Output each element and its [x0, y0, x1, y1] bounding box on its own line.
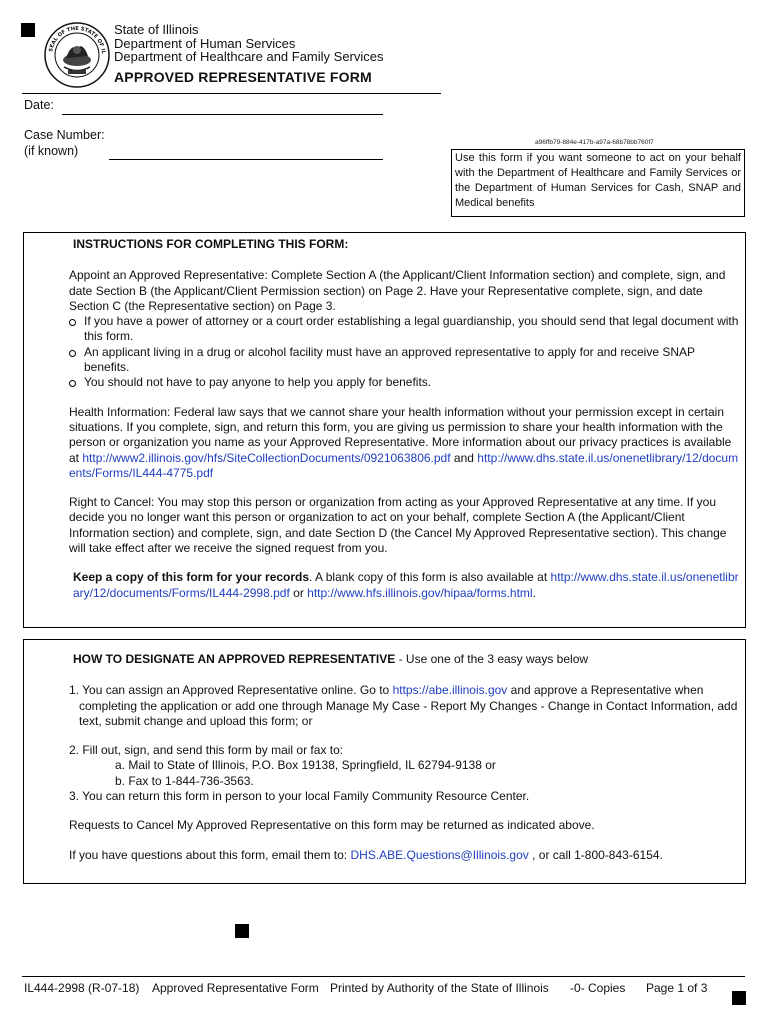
item1-pre: 1. You can assign an Approved Representative online. Go to: [69, 683, 390, 698]
health-and: and: [453, 450, 474, 465]
footer-divider: [22, 976, 745, 977]
designate-heading-suffix: - Use one of the 3 easy ways below: [395, 652, 589, 666]
designate-box: [23, 639, 746, 884]
health-info-paragraph: [69, 405, 741, 481]
instructions-box: [23, 232, 746, 628]
keep-copy-text: . A blank copy of this form is also available at: [309, 570, 548, 585]
case-number-sublabel: (if known): [24, 144, 79, 158]
bullet-text: An applicant living in a drug or alcohol facility must have an approved representative to apply for and receive SNAP benefits.: [84, 344, 695, 375]
bullet-item: [69, 375, 741, 390]
questions-pre: If you have questions about this form, email them to:: [69, 847, 348, 862]
footer-form-id: IL444-2998 (R-07-18): [24, 981, 140, 995]
footer-page-number: Page 1 of 3: [646, 981, 708, 995]
bullet-text: You should not have to pay anyone to help you apply for benefits.: [84, 375, 432, 390]
date-label: Date:: [24, 98, 54, 112]
instructions-heading: INSTRUCTIONS FOR COMPLETING THIS FORM:: [73, 237, 349, 251]
case-number-label: Case Number:: [24, 128, 105, 142]
state-seal-icon: [44, 22, 110, 88]
keep-copy-paragraph: [69, 570, 741, 601]
svg-text:SEAL OF THE STATE OF ILLINOIS: SEAL OF THE STATE OF IL: [48, 25, 107, 55]
bullet-circle-icon: [69, 350, 76, 357]
questions-post: , or call 1-800-843-6154.: [532, 847, 663, 862]
registration-mark-bottom-center: [235, 924, 249, 938]
registration-mark-bottom-right: [732, 991, 746, 1005]
cancel-note: Requests to Cancel My Approved Representative on this form may be returned as indicated above.: [69, 818, 595, 833]
registration-mark-top-left: [21, 23, 35, 37]
health-info-text: Health Information: Federal law says that we cannot share your health information without your permission except in certain situations. If you complete, sign, and return this form, you are giving us permission to share your health information with the person or organization you name as your Approved Representative. More information about our privacy practices is available at: [69, 404, 732, 465]
keep-or: or: [293, 585, 304, 600]
keep-end: .: [532, 585, 536, 600]
document-id: a96ffb79-884e-417b-a97a-68b78bb760f7: [535, 139, 654, 146]
header-divider: [22, 93, 441, 94]
footer-form-name: Approved Representative Form: [152, 981, 319, 995]
appoint-text: Appoint an Approved Representative: Complete Section A (the Applicant/Client Information section) and complete, sign, and date Section B (the Applicant/Client Permission section) on Page 2. Have your Representative complete, sign, and date Section C (the Representative section) on Page 3.: [69, 268, 726, 313]
purpose-note: [451, 149, 745, 217]
bullet-item: [69, 314, 741, 345]
designate-item-fax-b: b. Fax to 1-844-736-3563.: [115, 773, 254, 788]
form-title: APPROVED REPRESENTATIVE FORM: [114, 69, 372, 85]
bullet-text: If you have a power of attorney or a court order establishing a legal guardianship, you should send that legal document with this form.: [84, 314, 739, 344]
agency-line-state: State of Illinois: [114, 22, 199, 37]
designate-heading: HOW TO DESIGNATE AN APPROVED REPRESENTATIVE: [73, 652, 396, 666]
agency-line-dhs: Department of Human Services: [114, 36, 296, 51]
bullet-circle-icon: [69, 380, 76, 387]
right-to-cancel-paragraph: Right to Cancel: You may stop this person or organization from acting as your Approved Representative at any time. If you decide you no longer want this person or organization to act on your behalf, complete Section A (the Applicant/Client Information section) and complete, sign, and date Section D (the Cancel My Approved Representative section). This change will take effect after we receive the signed request from you.: [69, 495, 727, 556]
designate-heading-line: [69, 652, 741, 667]
abe-link[interactable]: https://abe.illinois.gov: [392, 683, 508, 698]
keep-copy-bold: Keep a copy of this form for your records: [73, 570, 310, 585]
designate-item-in-person: 3. You can return this form in person to your local Family Community Resource Center.: [69, 789, 530, 804]
case-number-field[interactable]: [109, 143, 383, 160]
bullet-circle-icon: [69, 319, 76, 326]
blank-form-link-hfs[interactable]: http://www.hfs.illinois.gov/hipaa/forms.html: [307, 585, 533, 600]
date-field[interactable]: [62, 98, 383, 115]
item1-post: and approve a Representative when completing the application or add one through Manage My Case - Report My Changes - Change in Contact Information, add text, submit change and upload this form; or: [79, 683, 738, 728]
bullet-item: [69, 345, 741, 376]
privacy-link-hfs[interactable]: http://www2.illinois.gov/hfs/SiteCollectionDocuments/0921063806.pdf: [82, 450, 451, 465]
agency-line-hfs: Department of Healthcare and Family Services: [114, 49, 384, 64]
designate-item-online: [69, 683, 741, 729]
designate-item-mail-a: a. Mail to State of Illinois, P.O. Box 19138, Springfield, IL 62794-9138 or: [115, 758, 496, 773]
footer-copies: -0- Copies: [570, 981, 626, 995]
purpose-note-text: Use this form if you want someone to act on your behalf with the Department of Healthcare and Family Services or the Department of Human Services for Cash, SNAP and Medical benefits: [455, 152, 741, 209]
privacy-link-dhs[interactable]: http://www.dhs.state.il.us/onenetlibrary/12/documents/Forms/IL444-4775.pdf: [69, 450, 739, 480]
designate-item-mail: 2. Fill out, sign, and send this form by mail or fax to:: [69, 743, 344, 758]
footer-authority: Printed by Authority of the State of Illinois: [330, 981, 549, 995]
questions-line: [69, 848, 741, 863]
questions-email-link[interactable]: DHS.ABE.Questions@Illinois.gov: [350, 847, 529, 862]
blank-form-link-dhs[interactable]: http://www.dhs.state.il.us/onenetlibrary/12/documents/Forms/IL444-2998.pdf: [73, 570, 739, 600]
